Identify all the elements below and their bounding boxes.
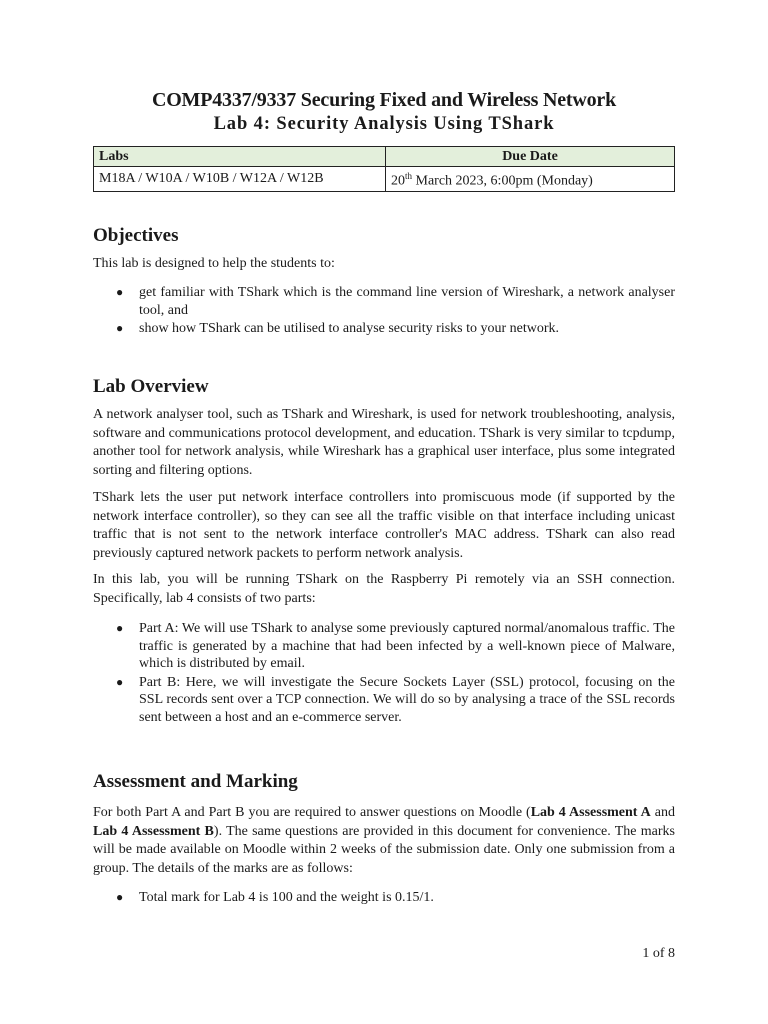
overview-paragraph-3: In this lab, you will be running TShark on the Raspberry Pi remotely via an SSH connection. Specifically, lab 4 consists of two parts:	[93, 572, 675, 606]
list-item-text: Part A: We will use TShark to analyse some previously captured normal/anomalous traffic. The traffic is generated by a machine that had been infected by a well-known piece of Malware, which is distributed by email.	[139, 621, 675, 671]
bullet-icon: ●	[116, 890, 124, 904]
list-item-text: Total mark for Lab 4 is 100 and the weight is 0.15/1.	[139, 890, 434, 905]
labs-table	[93, 146, 675, 192]
list-item	[93, 620, 675, 673]
due-day: 20	[391, 173, 405, 189]
overview-heading: Lab Overview	[93, 376, 209, 397]
document-title: COMP4337/9337 Securing Fixed and Wireless Network	[151, 89, 617, 111]
labs-cell: M18A / W10A / W10B / W12A / W12B	[94, 167, 386, 192]
assessment-text: and	[650, 805, 675, 820]
list-item	[93, 320, 675, 338]
due-day-suffix: th	[405, 171, 413, 181]
assessment-heading: Assessment and Marking	[93, 771, 298, 792]
list-item	[93, 284, 675, 319]
assessment-b-label: Lab 4 Assessment B	[93, 823, 214, 839]
assessment-text: ). The same questions are provided in this document for convenience. The marks will be made available on Moodle within 2 weeks of the submission date. Only one submission from a group. The details of the marks are as follows:	[93, 823, 675, 876]
list-item-text: show how TShark can be utilised to analyse security risks to your network.	[139, 321, 560, 336]
labs-table-header-row	[94, 147, 675, 167]
list-item-text: get familiar with TShark which is the command line version of Wireshark, a network analyser tool, and	[139, 285, 675, 318]
labs-table-row	[94, 167, 675, 192]
objectives-intro: This lab is designed to help the students to:	[93, 256, 335, 271]
list-item	[93, 889, 675, 907]
assessment-text: For both Part A and Part B you are required to answer questions on Moodle (	[93, 805, 531, 820]
page-number: 1 of 8	[642, 946, 675, 961]
due-date-rest: March 2023, 6:00pm (Monday)	[412, 173, 593, 189]
overview-paragraph-2: TShark lets the user put network interface controllers into promiscuous mode (if supported by the network interface controller), so they can see all the traffic visible on that interface including unicast traffic that is not sent to the network interface controller's MAC address. TShark can also read previously captured network packets to perform network analysis.	[93, 490, 675, 561]
due-date-cell	[386, 167, 675, 192]
assessment-paragraph	[93, 804, 675, 878]
bullet-icon: ●	[116, 674, 124, 689]
bullet-icon: ●	[116, 285, 124, 299]
overview-list	[93, 620, 675, 726]
labs-column-header: Labs	[94, 147, 386, 167]
bullet-icon: ●	[116, 321, 124, 335]
bullet-icon: ●	[116, 621, 124, 635]
list-item	[93, 674, 675, 727]
overview-paragraph-1: A network analyser tool, such as TShark and Wireshark, is used for network troubleshooting, analysis, software and communications protocol development, and education. TShark is very similar to tcpdump, another tool for network analysis, while Wireshark has a graphical user interface, plus some integrated sorting and filtering options.	[93, 407, 675, 478]
document-subtitle: Lab 4: Security Analysis Using TShark	[213, 114, 555, 134]
objectives-list	[93, 284, 675, 338]
due-date-column-header: Due Date	[386, 147, 675, 167]
assessment-list	[93, 889, 675, 907]
assessment-a-label: Lab 4 Assessment A	[530, 805, 651, 820]
list-item-text: Part B: Here, we will investigate the Secure Sockets Layer (SSL) protocol, focusing on the SSL records sent over a TCP connection. We will do so by analysing a trace of the SSL records sent between a host and an e-commerce server.	[139, 674, 675, 725]
objectives-heading: Objectives	[93, 225, 179, 246]
